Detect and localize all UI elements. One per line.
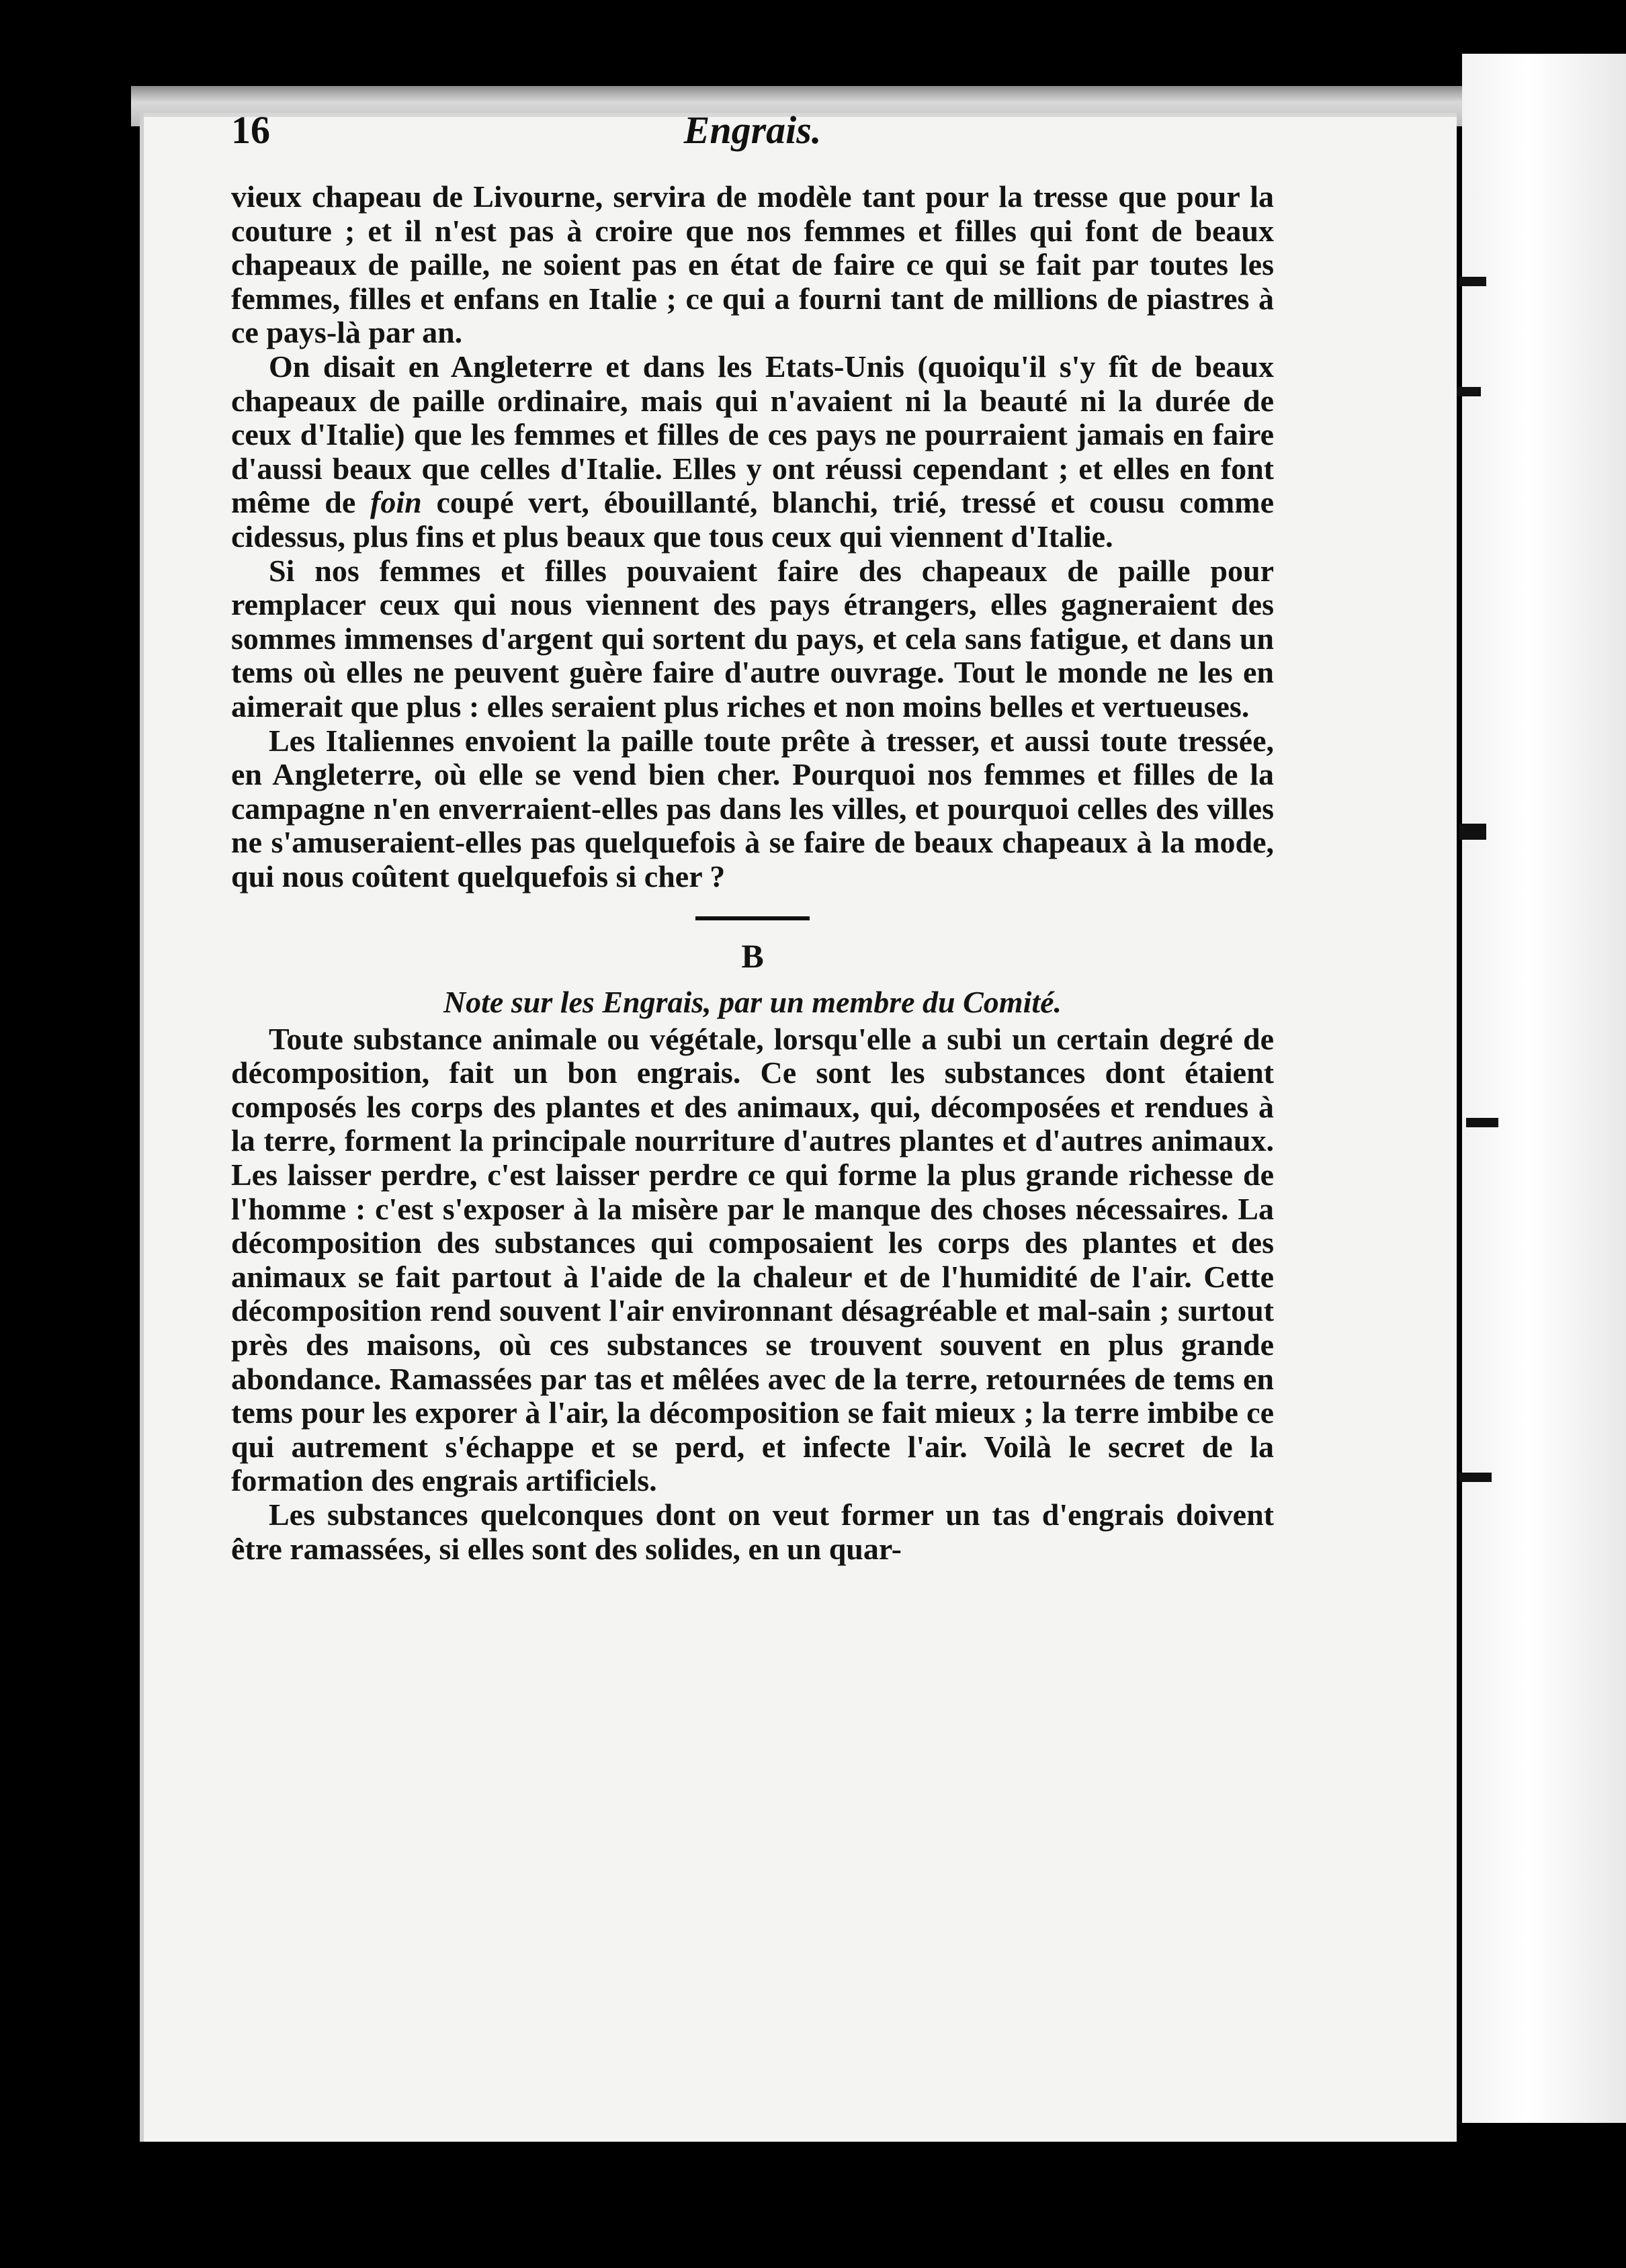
paragraph: Les Italiennes envoient la paille toute prête à tresser, et aussi toute tressée, en Angleterre, où elle se vend bien cher. Pourquoi nos femmes et filles de la campagne n'en enverraient-elles pas dans les villes, et pourquoi celles des villes ne s'amuseraient-elles pas quelquefois à se faire de beaux chapeaux à la mode, qui nous coûtent quelquefois si cher ? xyxy=(231,723,1274,893)
paragraph: Toute substance animale ou végétale, lorsqu'elle a subi un certain degré de décomposition, fait un bon engrais. Ce sont les substances dont étaient composés les corps des plantes et des animaux, qui, décomposées et rendues à la terre, forment la principale nourriture d'autres plantes et d'autres animaux. Les laisser perdre, c'est laisser perdre ce qui forme la plus grande richesse de l'homme : c'est s'exposer à la misère par le manque des choses nécessaires. La décomposition des substances qui composaient les corps des plantes et des animaux se fait partout à l'aide de la chaleur et de l'humidité de l'air. Cette décomposition rend souvent l'air environnant désagréable et mal-sain ; surtout près des maisons, où ces substances se trouvent souvent en plus grande abondance. Ramassées par tas et mêlées avec de la terre, retournées de tems en tems pour les exporer à l'air, la décomposition se fait mieux ; la terre imbibe ce qui autrement s'échappe et se perd, et infecte l'air. Voilà le secret de la formation des engrais artificiels. xyxy=(231,1021,1274,1498)
running-head: Engrais. xyxy=(683,108,822,152)
edge-mark xyxy=(1466,1118,1498,1127)
section-title: Note sur les Engrais, par un membre du Comité. xyxy=(443,985,1062,1020)
section-rule xyxy=(695,916,810,920)
edge-mark xyxy=(1457,387,1481,396)
body-text xyxy=(231,180,1274,1566)
paragraph-text: coupé vert, ébouillanté, blanchi, trié, tressé et cousu comme cidessus, plus fins et plus beaux que tous ceux qui viennent d'Italie. xyxy=(231,485,1274,554)
paragraph: vieux chapeau de Livourne, servira de modèle tant pour la tresse que pour la couture ; et il n'est pas à croire que nos femmes et filles qui font de beaux chapeaux de paille, ne soient pas en état de faire ce qui se fait par toutes les femmes, filles et enfans en Italie ; ce qui a fourni tant de millions de piastres à ce pays-là par an. xyxy=(231,179,1274,350)
page-header xyxy=(231,101,1274,168)
section-letter: B xyxy=(741,937,764,975)
paragraph xyxy=(231,350,1274,554)
page-number: 16 xyxy=(231,108,270,152)
edge-mark xyxy=(1459,824,1486,840)
edge-mark xyxy=(1459,1473,1492,1482)
paragraph: Les substances quelconques dont on veut former un tas d'engrais doivent être ramassées, si elles sont des solides, en un quar- xyxy=(231,1497,1274,1566)
paragraph-text: On disait en Angleterre et dans les Etats-Unis (quoiqu'il s'y fît de beaux chapeaux de paille ordinaire, mais qui n'avaient ni la beauté ni la durée de ceux d'Italie) que les femmes et filles de ces pays ne pourraient jamais en faire d'aussi beaux que celles d'Italie. Elles y ont réussi cependant ; et elles en font même de xyxy=(231,349,1274,520)
scan-background-right xyxy=(1462,54,1626,2123)
italic-word: foin xyxy=(370,485,422,520)
paragraph: Si nos femmes et filles pouvaient faire des chapeaux de paille pour remplacer ceux qui nous viennent des pays étrangers, elles gagneraient des sommes immenses d'argent qui sortent du pays, et cela sans fatigue, et dans un tems où elles ne peuvent guère faire d'autre ouvrage. Tout le monde ne les en aimerait que plus : elles seraient plus riches et non moins belles et vertueuses. xyxy=(231,553,1274,724)
edge-mark xyxy=(1459,277,1486,286)
